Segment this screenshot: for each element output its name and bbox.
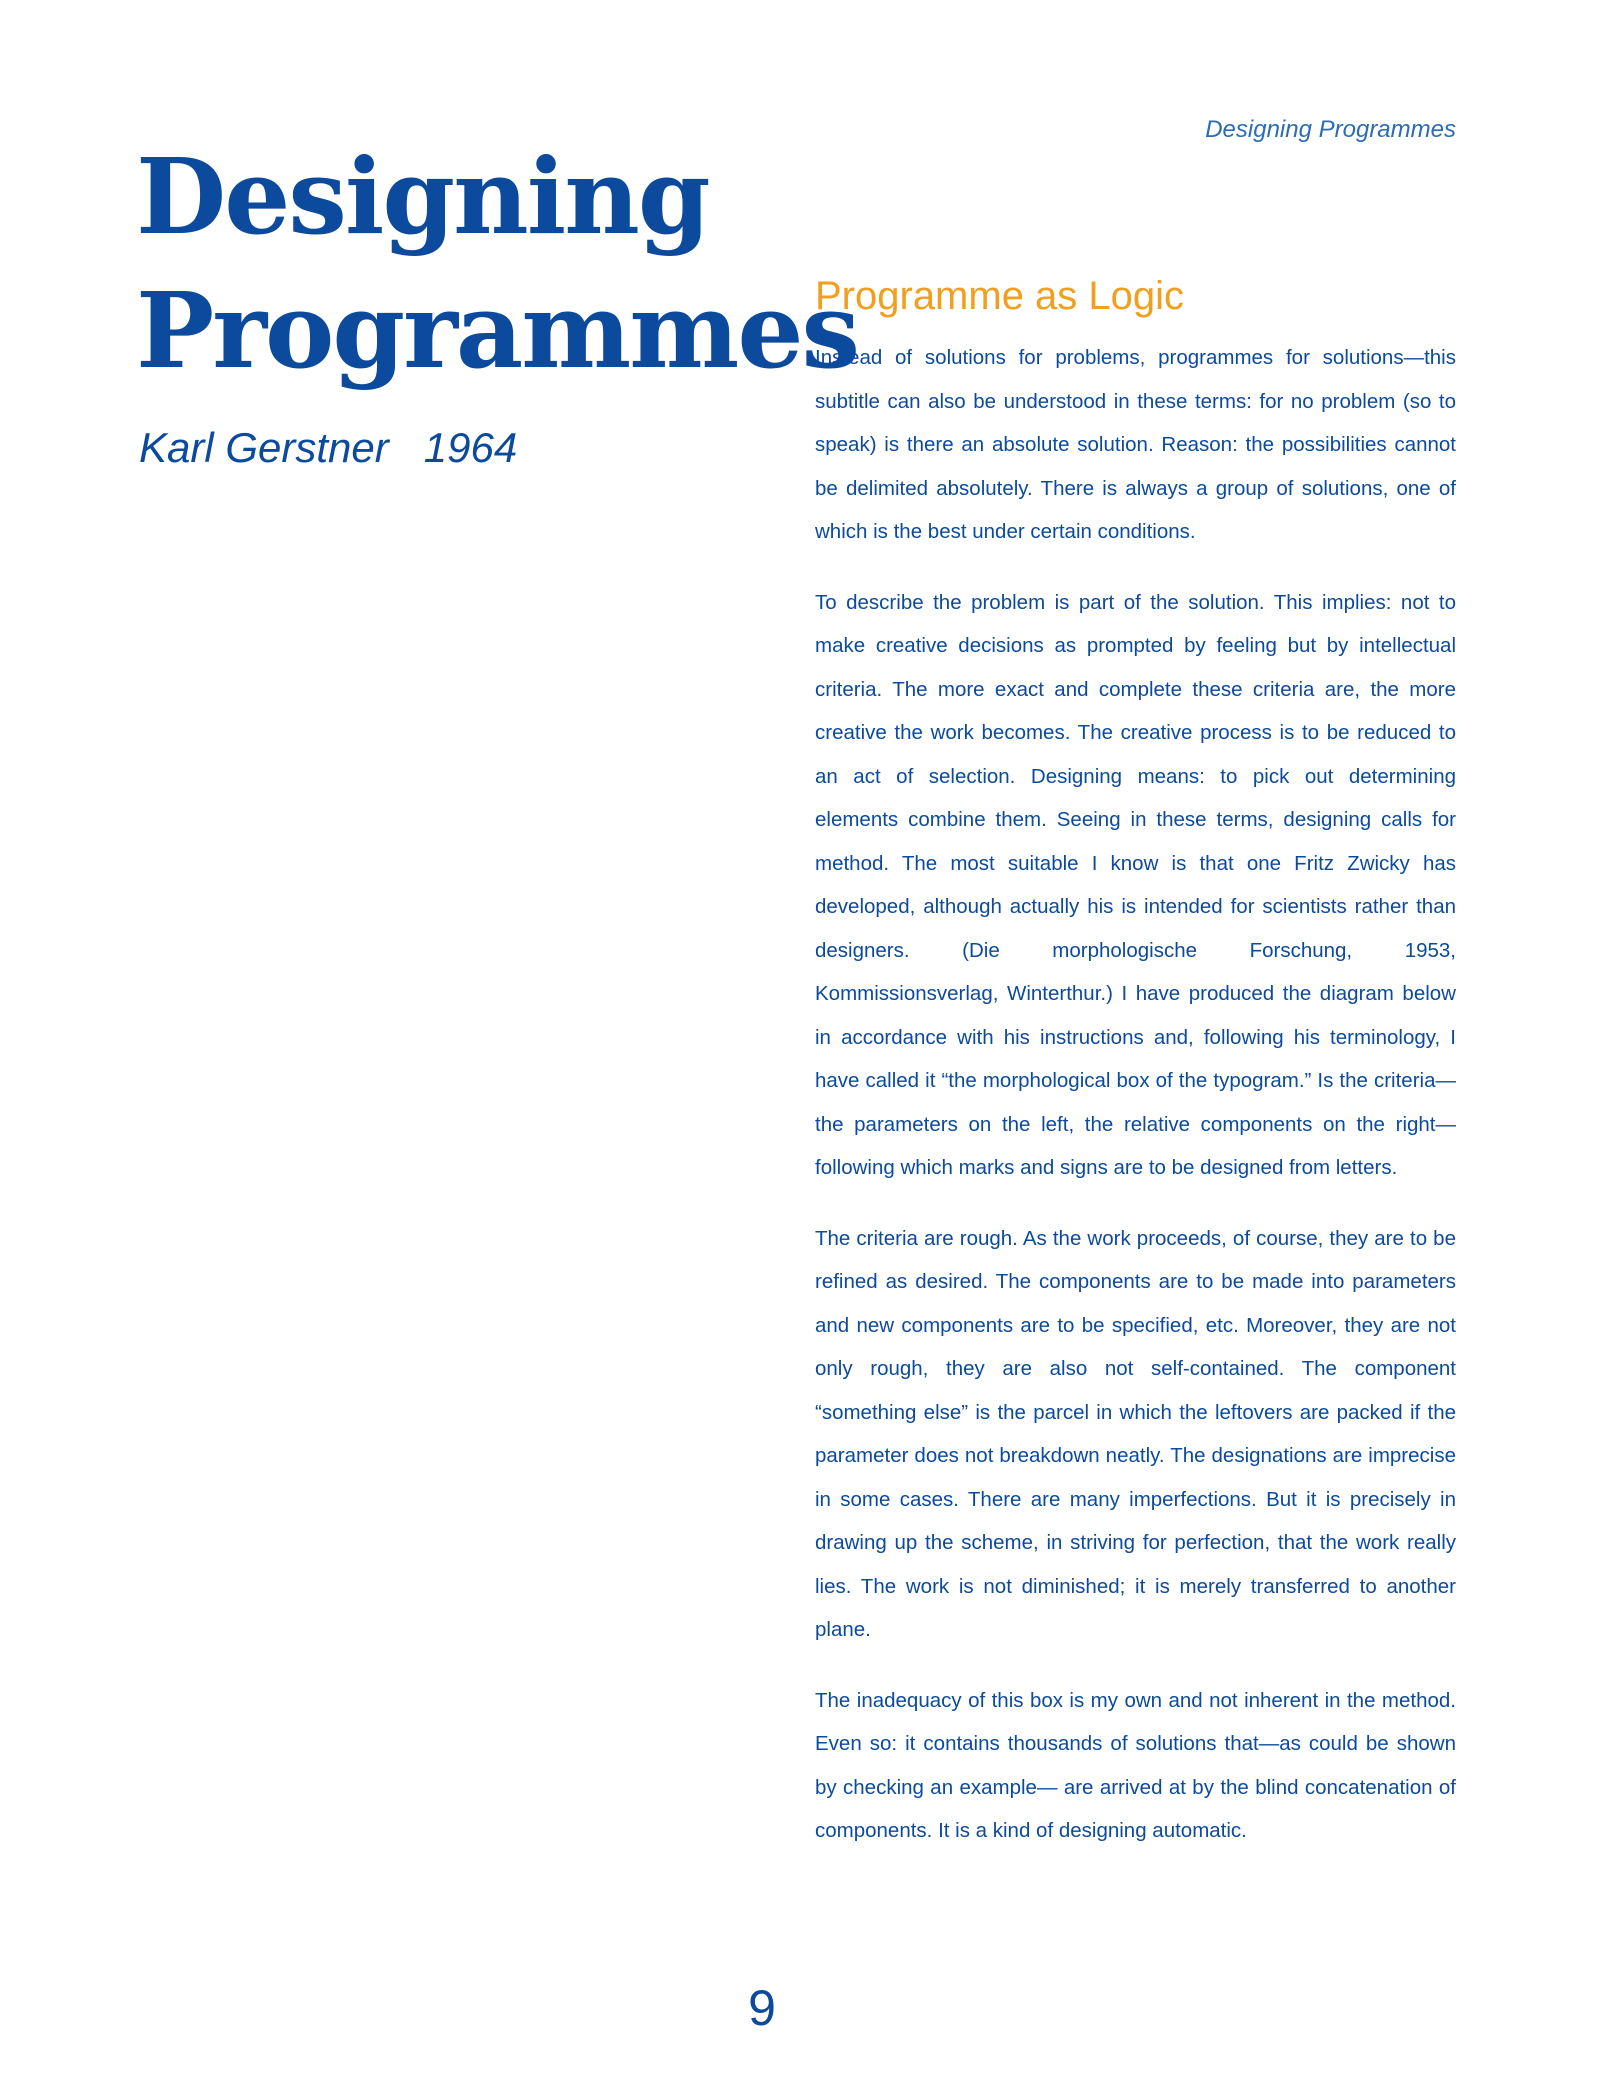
title-line-2: Programmes	[136, 269, 859, 392]
paragraph-3: The criteria are rough. As the work proceeds, of course, they are to be refined as desired. The components are to be made into parameters and new components are to be specified, etc. Moreover, they are not only rough, they are also not self-contained. The component “something else” is the parcel in which the leftovers are packed if the parameter does not breakdown neatly. The designations are imprecise in some cases. There are many imperfections. But it is precisely in drawing up the scheme, in striving for perfection, that the work really lies. The work is not diminished; it is merely transferred to another plane.	[815, 1226, 1456, 1641]
paragraph-1: Instead of solutions for problems, programmes for solutions—this subtitle can also be understood in these terms: for no problem (so to speak) is there an absolute solution. Reason: the possibilities cannot be delimited absolutely. There is always a group of solutions, one of which is the best under certain conditions.	[815, 346, 1456, 543]
page-number: 9	[748, 1980, 776, 2036]
running-head: Designing Programmes	[1205, 116, 1456, 143]
section-heading: Programme as Logic	[815, 274, 1185, 318]
paragraph-4: The inadequacy of this box is my own and not inherent in the method. Even so: it contains thousands of solutions that—as could be shown by checking an example— are arrived at by the blind concatenation of components. It is a kind of designing automatic.	[815, 1688, 1456, 1842]
article-body	[815, 268, 1456, 1880]
title-line-1: Designing	[136, 135, 709, 258]
author-year: Karl Gerstner 1964	[139, 424, 518, 471]
page-title	[136, 130, 858, 398]
paragraph-2: To describe the problem is part of the solution. This implies: not to make creative decisions as prompted by feeling but by intellectual criteria. The more exact and complete these criteria are, the more creative the work becomes. The creative process is to be reduced to an act of selection. Designing means: to pick out determining elements combine them. Seeing in these terms, designing calls for method. The most suitable I know is that one Fritz Zwicky has developed, although actually his is intended for scientists rather than designers. (Die morphologische Forschung, 1953, Kommissionsverlag, Winterthur.) I have produced the diagram below in accordance with his instructions and, following his terminology, I have called it “the morphological box of the typogram.” Is the criteria—the parameters on the left, the relative components on the right—following which marks and signs are to be designed from letters.	[815, 590, 1456, 1179]
